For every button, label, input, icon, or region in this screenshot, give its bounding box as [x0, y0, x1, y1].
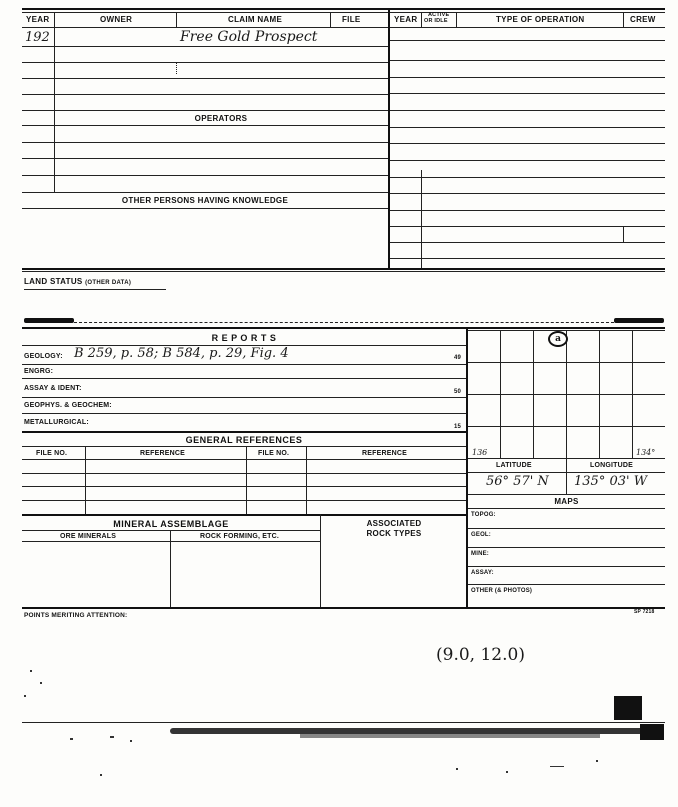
header-type-of-operation: TYPE OF OPERATION [496, 15, 585, 24]
header-file: FILE [342, 15, 361, 24]
engrg-label: ENGRG: [24, 368, 54, 375]
points-meriting-label: POINTS MERITING ATTENTION: [24, 612, 128, 619]
right-tick-label: 134° [636, 448, 656, 457]
col-reference-2: REFERENCE [362, 450, 407, 457]
longitude-label: LONGITUDE [590, 462, 634, 469]
maps-title: MAPS [554, 497, 579, 506]
mineral-title: MINERAL ASSEMBLAGE [113, 519, 229, 529]
longitude-value: 135° 03' W [574, 474, 648, 489]
other-persons-title: OTHER PERSONS HAVING KNOWLEDGE [121, 196, 289, 205]
maps-assay: ASSAY: [471, 570, 494, 576]
header-year-2: YEAR [394, 15, 418, 24]
maps-geol: GEOL: [471, 532, 491, 538]
header-or-idle: OR IDLE [424, 18, 448, 24]
header-owner: OWNER [100, 15, 133, 24]
ore-minerals-label: ORE MINERALS [60, 533, 117, 540]
col-file-no: FILE NO. [36, 450, 68, 457]
general-references-title: GENERAL REFERENCES [185, 435, 303, 445]
col-file-no-2: FILE NO. [258, 450, 290, 457]
assay-num: 50 [454, 389, 462, 395]
registration-mark [614, 696, 642, 720]
header-claim-name: CLAIM NAME [228, 15, 283, 24]
row-claim-name-value: Free Gold Prospect [180, 29, 318, 45]
assay-ident-label: ASSAY & IDENT: [24, 385, 82, 392]
metallurgical-num: 15 [454, 424, 462, 430]
coords-note: (9.0, 12.0) [436, 645, 525, 665]
header-year: YEAR [26, 15, 50, 24]
geology-num: 49 [454, 355, 462, 361]
land-status-sub: (OTHER DATA) [85, 280, 132, 286]
geology-value: B 259, p. 58; B 584, p. 29, Fig. 4 [74, 346, 289, 361]
form-code: SP 7218 [634, 609, 655, 615]
rock-forming-label: ROCK FORMING, ETC. [200, 533, 280, 540]
metallurgical-label: METALLURGICAL: [24, 419, 89, 426]
col-reference: REFERENCE [140, 450, 185, 457]
header-crew: CREW [630, 15, 656, 24]
latitude-value: 56° 57' N [486, 474, 549, 489]
operators-title: OPERATORS [194, 114, 248, 123]
land-status-text: LAND STATUS [24, 277, 83, 286]
header-active: ACTIVE [428, 12, 450, 18]
associated-label-2: ROCK TYPES [366, 529, 422, 538]
reports-title: R E P O R T S [211, 333, 277, 343]
associated-label-1: ASSOCIATED [366, 519, 422, 528]
maps-topog: TOPOG: [471, 512, 496, 518]
geophys-label: GEOPHYS. & GEOCHEM: [24, 402, 112, 409]
latitude-label: LATITUDE [496, 462, 532, 469]
maps-other: OTHER (& PHOTOS) [471, 588, 533, 594]
row-year-value: 192 [25, 30, 50, 45]
maps-mine: MINE: [471, 551, 489, 557]
circle-mark: a [548, 331, 568, 347]
geology-label: GEOLOGY: [24, 353, 63, 360]
left-tick-label: 136 [472, 448, 488, 457]
land-status-label [24, 277, 131, 286]
